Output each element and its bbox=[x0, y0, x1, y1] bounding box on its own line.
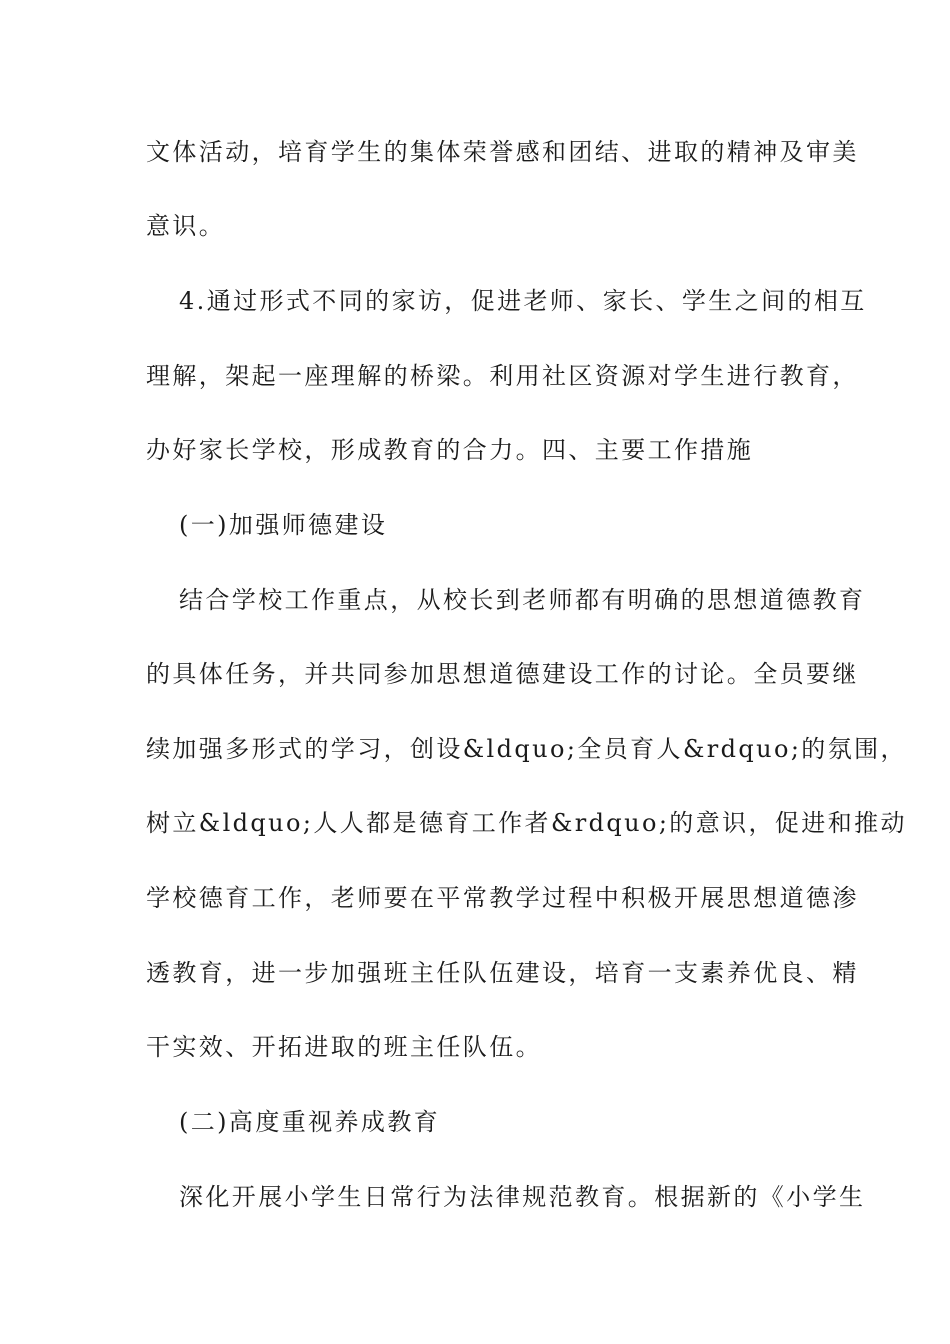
text-line: 树立&ldquo;人人都是德育工作者&rdquo;的意识，促进和推动 bbox=[146, 809, 907, 837]
text-line: 结合学校工作重点，从校长到老师都有明确的思想道德教育 bbox=[179, 586, 866, 614]
text-line: 意识。 bbox=[146, 212, 226, 240]
text-line: 4.通过形式不同的家访，促进老师、家长、学生之间的相互 bbox=[179, 287, 867, 315]
section-heading: (二)高度重视养成教育 bbox=[179, 1108, 441, 1136]
section-heading: (一)加强师德建设 bbox=[179, 511, 388, 539]
text-line: 干实效、开拓进取的班主任队伍。 bbox=[146, 1033, 542, 1061]
text-line: 续加强多形式的学习，创设&ldquo;全员育人&rdquo;的氛围， bbox=[146, 735, 907, 763]
text-line: 学校德育工作，老师要在平常教学过程中积极开展思想道德渗 bbox=[146, 884, 859, 912]
text-line: 文体活动，培育学生的集体荣誉感和团结、进取的精神及审美 bbox=[146, 138, 859, 166]
text-line: 办好家长学校，形成教育的合力。四、主要工作措施 bbox=[146, 436, 754, 464]
text-line: 透教育，进一步加强班主任队伍建设，培育一支素养优良、精 bbox=[146, 959, 859, 987]
text-line: 理解，架起一座理解的桥梁。利用社区资源对学生进行教育， bbox=[146, 362, 859, 390]
text-line: 的具体任务，并共同参加思想道德建设工作的讨论。全员要继 bbox=[146, 660, 859, 688]
text-line: 深化开展小学生日常行为法律规范教育。根据新的《小学生 bbox=[179, 1183, 866, 1211]
